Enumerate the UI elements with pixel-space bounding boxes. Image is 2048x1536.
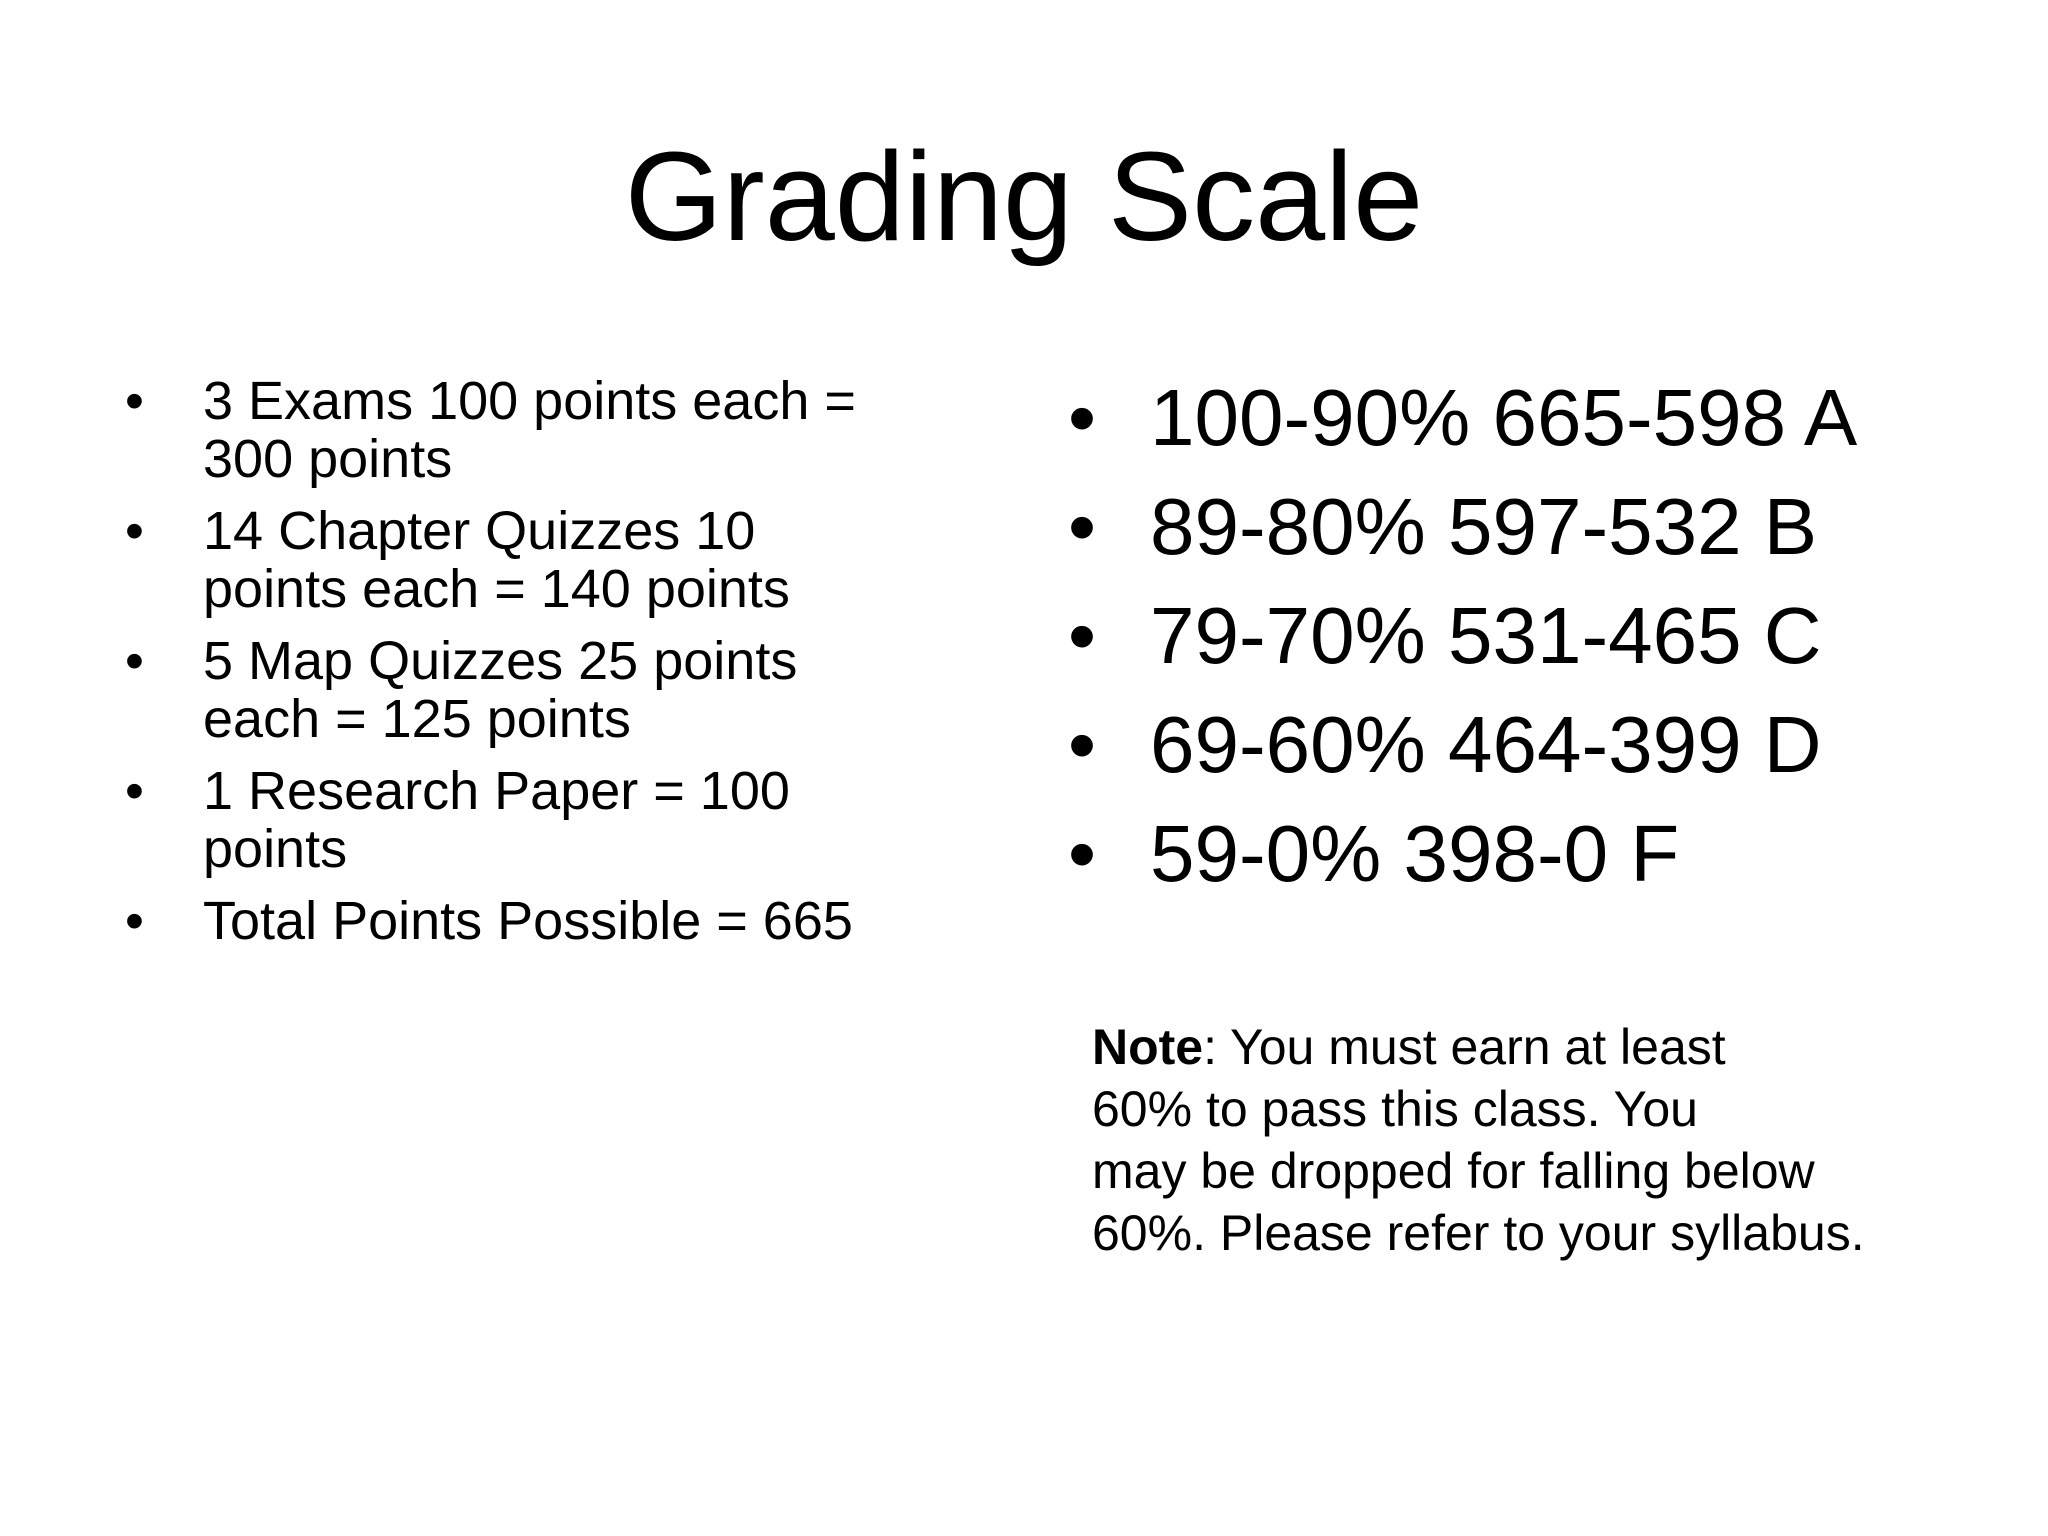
bullet-icon: • bbox=[125, 631, 144, 691]
grade-scale-list bbox=[1068, 374, 1968, 919]
list-item-text-line: 14 Chapter Quizzes 10 bbox=[203, 501, 756, 561]
grade-item bbox=[1068, 483, 1968, 571]
note-label: Note bbox=[1092, 1019, 1204, 1075]
bullet-icon: • bbox=[125, 371, 144, 431]
bullet-icon: • bbox=[125, 501, 144, 561]
note-line: 60% to pass this class. You bbox=[1092, 1081, 1698, 1137]
list-item bbox=[125, 762, 925, 878]
list-item-text-line: points each = 140 points bbox=[203, 559, 790, 619]
grade-item bbox=[1068, 701, 1968, 789]
points-breakdown-list bbox=[125, 372, 925, 964]
list-item-text-line: each = 125 points bbox=[203, 689, 631, 749]
note-line: may be dropped for falling below bbox=[1092, 1143, 1815, 1199]
grade-item-text: 79-70% 531-465 C bbox=[1150, 591, 1822, 680]
bullet-icon: • bbox=[1068, 591, 1097, 680]
note-line: 60%. Please refer to your syllabus. bbox=[1092, 1205, 1865, 1261]
list-item bbox=[125, 502, 925, 618]
grade-item-text: 59-0% 398-0 F bbox=[1150, 809, 1680, 898]
list-item-text-line: 300 points bbox=[203, 429, 453, 489]
list-item-text-line: 1 Research Paper = 100 bbox=[203, 761, 790, 821]
slide-title: Grading Scale bbox=[624, 126, 1424, 267]
grade-item-text: 89-80% 597-532 B bbox=[1150, 482, 1818, 571]
list-item-text-line: 3 Exams 100 points each = bbox=[203, 371, 856, 431]
grade-item bbox=[1068, 810, 1968, 898]
grade-item-text: 100-90% 665-598 A bbox=[1150, 373, 1858, 462]
list-item-text-line: points bbox=[203, 819, 348, 879]
grade-item bbox=[1068, 374, 1968, 462]
grade-item bbox=[1068, 592, 1968, 680]
bullet-icon: • bbox=[125, 761, 144, 821]
note-text-block bbox=[1092, 1016, 1972, 1264]
list-item bbox=[125, 892, 925, 950]
grade-item-text: 69-60% 464-399 D bbox=[1150, 700, 1822, 789]
note-line: : You must earn at least bbox=[1203, 1019, 1726, 1075]
list-item-text-line: 5 Map Quizzes 25 points bbox=[203, 631, 798, 691]
list-item bbox=[125, 372, 925, 488]
bullet-icon: • bbox=[1068, 482, 1097, 571]
bullet-icon: • bbox=[1068, 373, 1097, 462]
bullet-icon: • bbox=[125, 891, 144, 951]
list-item-text-line: Total Points Possible = 665 bbox=[203, 891, 853, 951]
list-item bbox=[125, 632, 925, 748]
bullet-icon: • bbox=[1068, 700, 1097, 789]
bullet-icon: • bbox=[1068, 809, 1097, 898]
